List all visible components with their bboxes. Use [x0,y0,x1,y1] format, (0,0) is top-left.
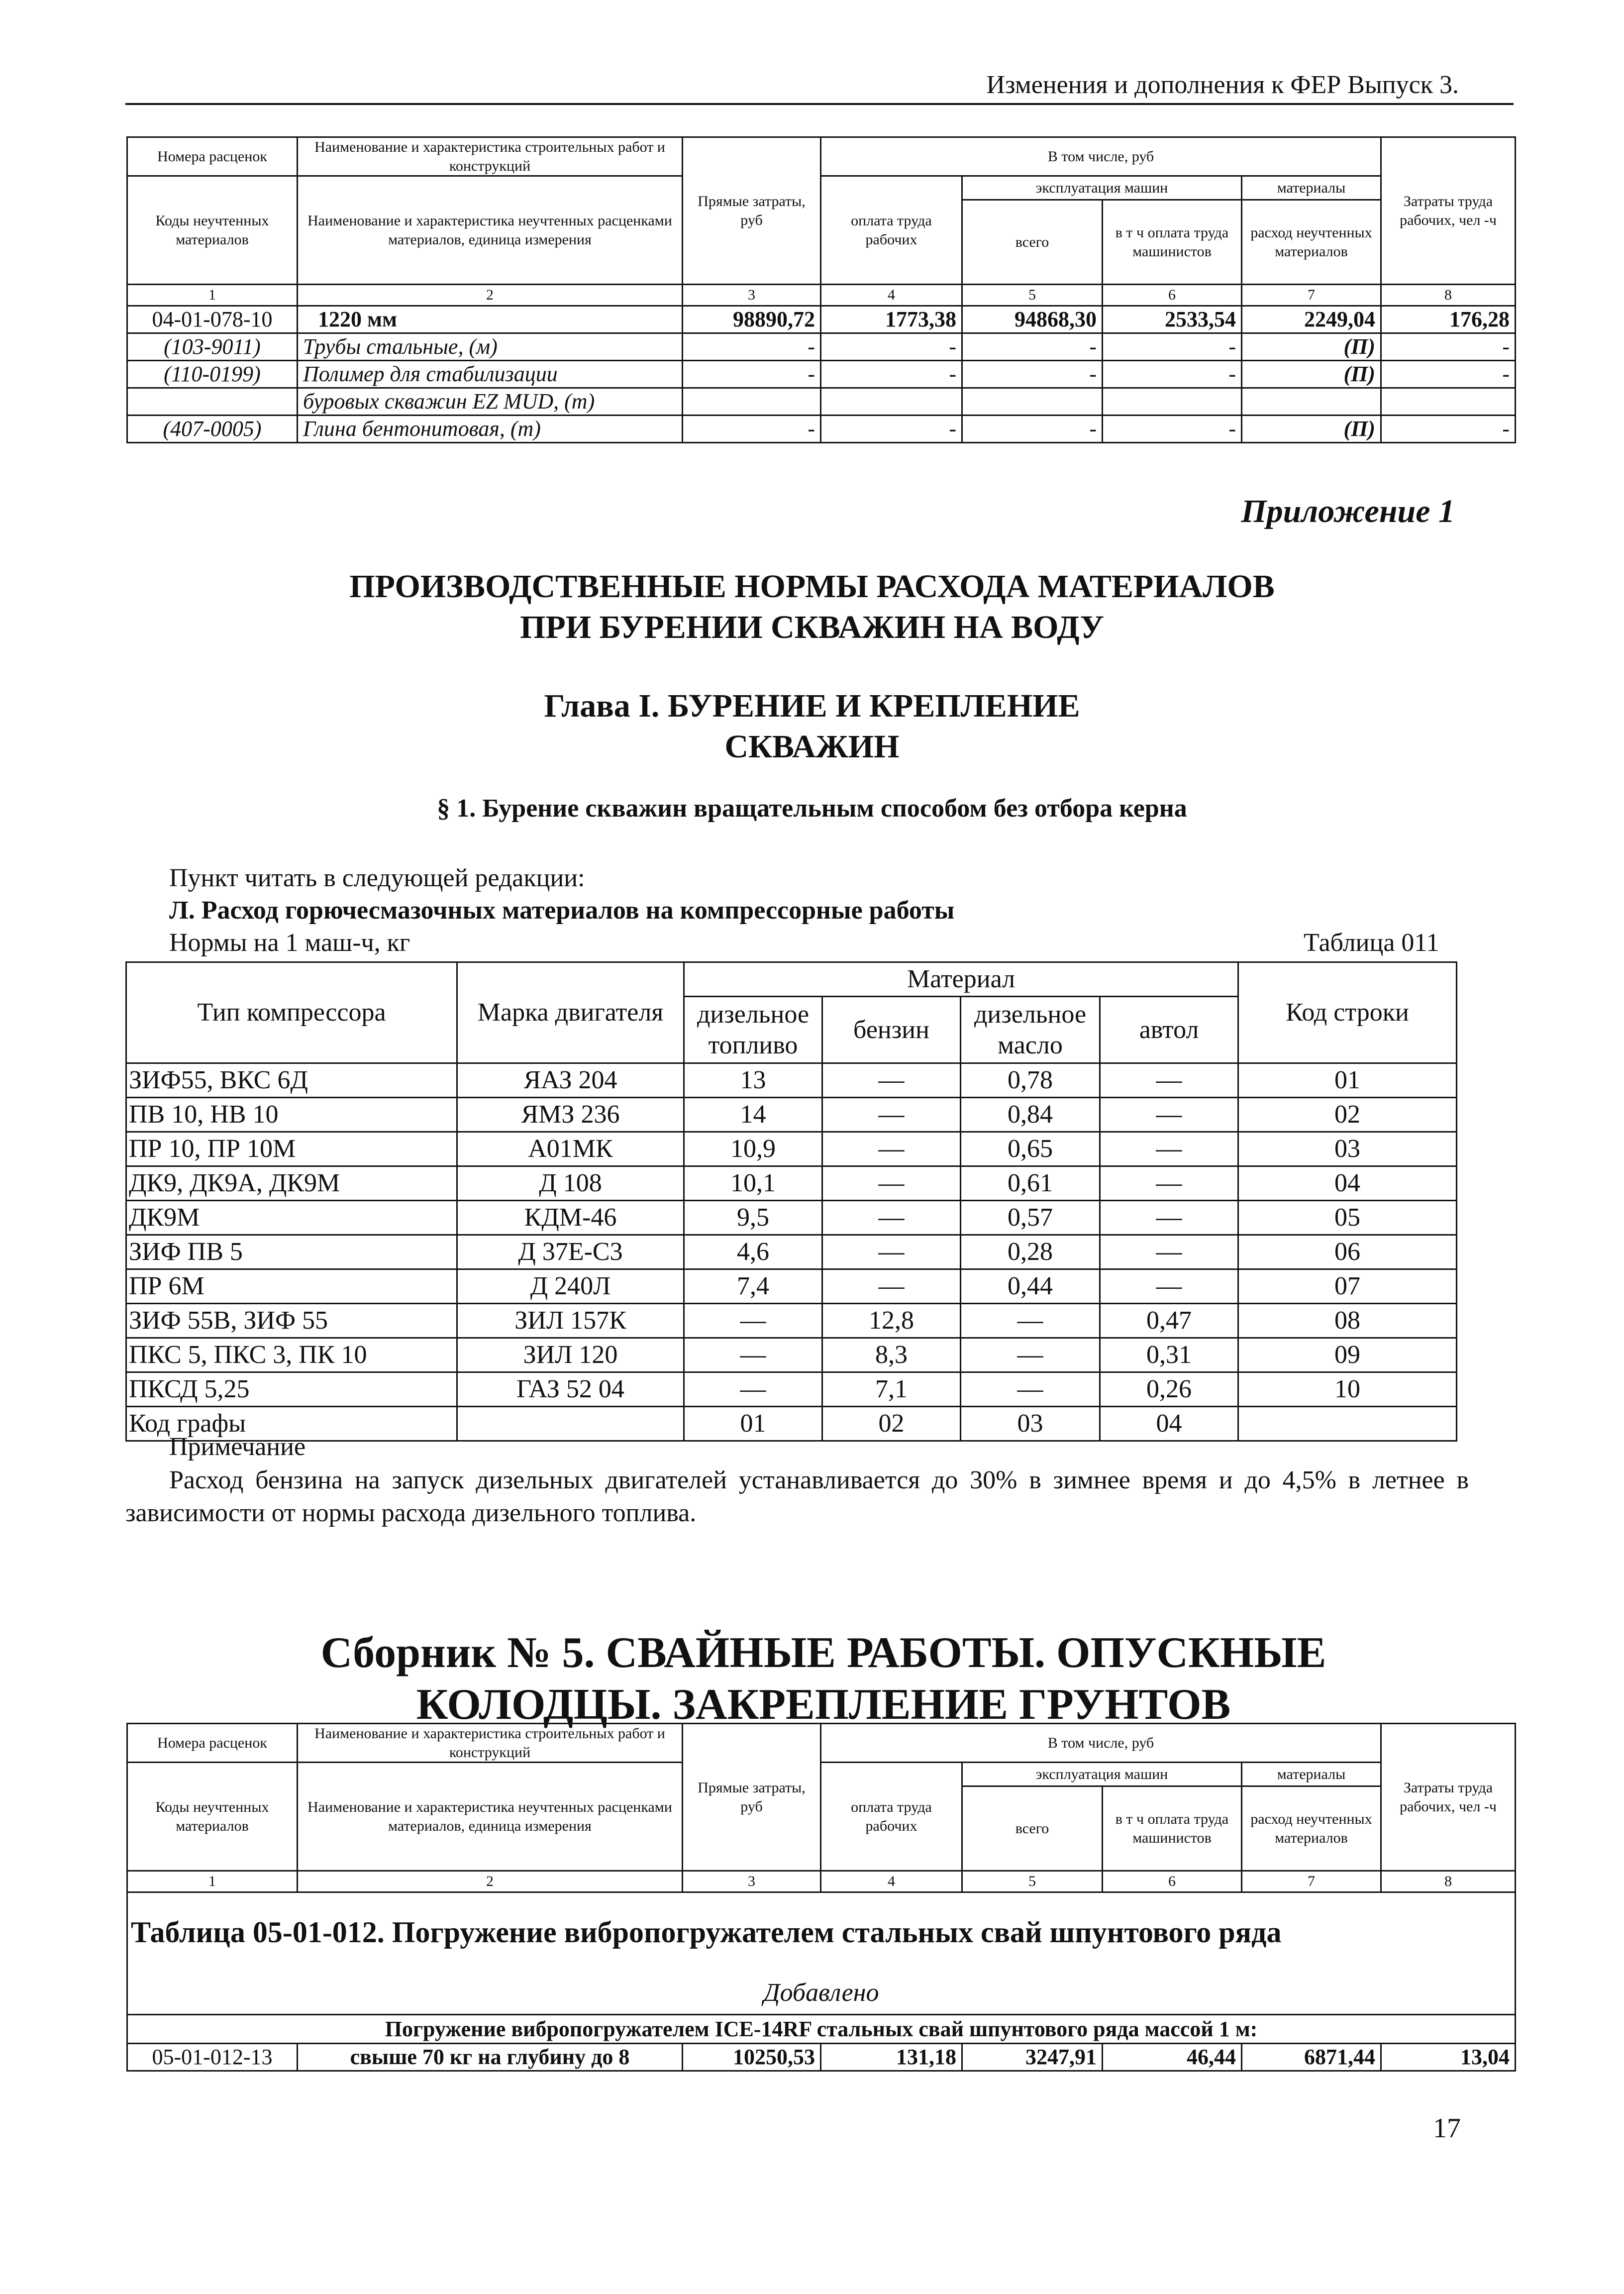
header-petrol: бензин [822,997,961,1063]
row-name: Глина бентонитовая, (т) [298,416,683,443]
running-title: Изменения и дополнения к ФЕР Выпуск 3. [986,71,1459,99]
col-codes-sub: Коды неучтенных материалов [127,1763,298,1871]
table-cell: 0,78 [961,1063,1100,1098]
row-mach-labor: - [1103,361,1242,388]
row-mat: (П) [1242,361,1381,388]
row-code: 05-01-012-13 [127,2044,298,2071]
table-cell: — [684,1338,822,1372]
row-labor: 131,18 [821,2044,962,2071]
table-row [126,1304,1457,1338]
col-number: 8 [1381,285,1516,306]
table-cell: КДМ-46 [457,1201,684,1235]
table-row [127,361,1516,388]
col-name-sub: Наименование и характеристика неучтенных расценками материалов, единица измерения [298,1763,683,1871]
row-direct: 10250,53 [683,2044,821,2071]
col-labor-header: оплата труда рабочих [821,1763,962,1871]
table-cell: 14 [684,1098,822,1132]
chapter-title-text: Глава I. БУРЕНИЕ И КРЕПЛЕНИЕ СКВАЖИН [544,688,1080,765]
row-direct: - [683,361,821,388]
main-title-text: ПРОИЗВОДСТВЕННЫЕ НОРМЫ РАСХОДА МАТЕРИАЛОВ ПРИ БУРЕНИИ СКВАЖИН НА ВОДУ [349,568,1275,645]
norms-unit: Нормы на 1 маш-ч, кг [169,929,410,957]
appendix-label: Приложение 1 [1241,493,1455,529]
note-text: Расход бензина на запуск дизельных двигателей устанавливается до 30% в зимнее время и до 4,5% в летнее в зависимости от нормы расхода дизельного топлива. [125,1466,1469,1527]
row-mach-labor: - [1103,333,1242,361]
table-cell: 9,5 [684,1201,822,1235]
table-number: Таблица 011 [1304,929,1439,957]
table-cell: 01 [684,1407,822,1441]
intro-text: Пункт читать в следующей редакции: [169,864,585,892]
col-name-sub: Наименование и характеристика неучтенных расценками материалов, единица измерения [298,176,683,285]
table-cell: ПР 10, ПР 10М [126,1132,457,1166]
table-cell: ПКС 5, ПКС 3, ПК 10 [126,1338,457,1372]
table-cell: 0,65 [961,1132,1100,1166]
table-cell: 0,44 [961,1269,1100,1304]
col-name-header: Наименование и характеристика строительных работ и конструкций [298,137,683,176]
row-hours: 176,28 [1381,306,1516,333]
col-number: 6 [1103,285,1242,306]
col-number: 4 [821,1871,962,1892]
row-mach-labor [1103,388,1242,416]
row-mach-labor: 2533,54 [1103,306,1242,333]
table-row [126,1132,1457,1166]
row-hours: - [1381,333,1516,361]
col-number: 8 [1381,1871,1516,1892]
col-number: 7 [1242,285,1381,306]
row-labor: - [821,361,962,388]
header-row-code: Код строки [1238,962,1457,1063]
row-labor [821,388,962,416]
page-number: 17 [1433,2113,1461,2144]
row-name: буровых скважин EZ MUD, (т) [298,388,683,416]
table-cell: — [684,1304,822,1338]
table-cell: 0,26 [1100,1372,1238,1407]
table-cell: 4,6 [684,1235,822,1269]
table-cell: 04 [1238,1166,1457,1201]
row-code: 04-01-078-10 [127,306,298,333]
table-cell: — [1100,1201,1238,1235]
row-hours [1381,388,1516,416]
col-codes-sub: Коды неучтенных материалов [127,176,298,285]
row-mach-labor: 46,44 [1103,2044,1242,2071]
table-cell: ДК9, ДК9А, ДК9М [126,1166,457,1201]
row-code: (407-0005) [127,416,298,443]
table-row [126,1372,1457,1407]
table-cell: А01МК [457,1132,684,1166]
table-cell: 07 [1238,1269,1457,1304]
table-row [126,1269,1457,1304]
table-cell: 0,28 [961,1235,1100,1269]
row-direct: 98890,72 [683,306,821,333]
row-direct [683,388,821,416]
col-hours-header: Затраты труда рабочих, чел -ч [1381,1724,1516,1871]
row-mach [962,388,1103,416]
row-mach: 94868,30 [962,306,1103,333]
table-cell: — [822,1269,961,1304]
table-cell: — [822,1063,961,1098]
table-cell: Д 240Л [457,1269,684,1304]
table-cell: ЗИЛ 120 [457,1338,684,1372]
row-mat: (П) [1242,333,1381,361]
row-mat: 2249,04 [1242,306,1381,333]
table-row [127,416,1516,443]
col-mach-labor-header: в т ч оплата труда машинистов [1103,1786,1242,1871]
col-number: 4 [821,285,962,306]
materials-header: материалы [1242,1763,1381,1786]
col-mat-header: расход неучтенных материалов [1242,1786,1381,1871]
table-cell: 06 [1238,1235,1457,1269]
row-mach: - [962,333,1103,361]
col-number: 2 [298,1871,683,1892]
row-mach-labor: - [1103,416,1242,443]
section-l-title: Л. Расход горючесмазочных материалов на компрессорные работы [169,896,955,925]
incl-header: В том числе, руб [821,137,1381,176]
row-name: 1220 мм [298,306,683,333]
header-diesel: дизельное топливо [684,997,822,1063]
col-mach-total-header: всего [962,200,1103,285]
fuel-norms-table [125,961,1457,1442]
table-cell: — [822,1166,961,1201]
table-cell: ЗИЛ 157К [457,1304,684,1338]
row-mat [1242,388,1381,416]
col-hours-header: Затраты труда рабочих, чел -ч [1381,137,1516,285]
table-cell: — [684,1372,822,1407]
table-cell: Д 37Е-С3 [457,1235,684,1269]
table-cell: — [822,1201,961,1235]
table-cell: 0,84 [961,1098,1100,1132]
table-row [126,1407,1457,1441]
estimate-table-1 [126,136,1516,443]
materials-header: материалы [1242,176,1381,200]
table-cell: 03 [961,1407,1100,1441]
table-cell: 8,3 [822,1338,961,1372]
table-cell [457,1407,684,1441]
header-compressor-type: Тип компрессора [126,962,457,1063]
table-row [126,1235,1457,1269]
table-cell: — [822,1132,961,1166]
table-cell: 10 [1238,1372,1457,1407]
table-cell: 0,31 [1100,1338,1238,1372]
table-cell: 10,9 [684,1132,822,1166]
row-labor: - [821,416,962,443]
table-cell: ПР 6М [126,1269,457,1304]
note-title: Примечание [169,1433,306,1461]
row-mach: - [962,361,1103,388]
running-header [125,67,1514,105]
table-cell: 04 [1100,1407,1238,1441]
row-name: Полимер для стабилизации [298,361,683,388]
row-name: Трубы стальные, (м) [298,333,683,361]
table-row [127,2044,1516,2071]
table-cell: ЗИФ 55В, ЗИФ 55 [126,1304,457,1338]
table-cell: 08 [1238,1304,1457,1338]
header-engine: Марка двигателя [457,962,684,1063]
table-cell: ГАЗ 52 04 [457,1372,684,1407]
table-cell: 05 [1238,1201,1457,1235]
table-cell: — [1100,1166,1238,1201]
table-cell: ПВ 10, НВ 10 [126,1098,457,1132]
table-cell: 7,4 [684,1269,822,1304]
row-code [127,388,298,416]
col-mach-total-header: всего [962,1786,1103,1871]
table-cell: — [1100,1269,1238,1304]
chapter-title [0,686,1624,767]
table-cell: 02 [1238,1098,1457,1132]
col-number: 1 [127,1871,298,1892]
col-number: 5 [962,1871,1103,1892]
table-cell: 10,1 [684,1166,822,1201]
row-mach: - [962,416,1103,443]
table-cell [1238,1407,1457,1441]
table-cell: 12,8 [822,1304,961,1338]
table-cell: — [1100,1063,1238,1098]
table-cell: — [1100,1132,1238,1166]
table-row [127,306,1516,333]
estimate-table-2 [126,1723,1516,2072]
table-cell: 7,1 [822,1372,961,1407]
row-direct: - [683,333,821,361]
col-number: 6 [1103,1871,1242,1892]
main-title [0,566,1624,648]
table-cell: ДК9М [126,1201,457,1235]
table-cell: — [822,1098,961,1132]
table-cell: ЗИФ55, ВКС 6Д [126,1063,457,1098]
col-number: 7 [1242,1871,1381,1892]
row-labor: 1773,38 [821,306,962,333]
table-cell: Д 108 [457,1166,684,1201]
table-row [127,333,1516,361]
table-row [126,1201,1457,1235]
added-label: Добавлено [127,1972,1516,2015]
incl-header: В том числе, руб [821,1724,1381,1763]
table-cell: ЯМЗ 236 [457,1098,684,1132]
col-number: 1 [127,285,298,306]
col-codes-header: Номера расценок [127,1724,298,1763]
table-row [127,388,1516,416]
table-cell: ЗИФ ПВ 5 [126,1235,457,1269]
table-cell: 01 [1238,1063,1457,1098]
row-code: (110-0199) [127,361,298,388]
table-cell: 0,61 [961,1166,1100,1201]
table-caption: Таблица 05-01-012. Погружение вибропогружателем стальных свай шпунтового ряда [127,1892,1516,1972]
subheading: Погружение вибропогружателем ICE-14RF стальных свай шпунтового ряда массой 1 м: [127,2015,1516,2044]
section-title: § 1. Бурение скважин вращательным способом без отбора керна [437,794,1187,823]
table-cell: 03 [1238,1132,1457,1166]
table-cell: — [1100,1235,1238,1269]
table-cell: — [822,1235,961,1269]
row-mat: (П) [1242,416,1381,443]
col-codes-header: Номера расценок [127,137,298,176]
row-direct: - [683,416,821,443]
row-code: (103-9011) [127,333,298,361]
header-material: Материал [684,962,1238,997]
col-number: 3 [683,285,821,306]
row-hours: - [1381,416,1516,443]
row-hours: 13,04 [1381,2044,1516,2071]
header-diesel-oil: дизельное масло [961,997,1100,1063]
table-row [126,1338,1457,1372]
col-number: 3 [683,1871,821,1892]
table-row [126,1166,1457,1201]
table-cell: — [961,1304,1100,1338]
machines-header: эксплуатация машин [962,1763,1242,1786]
table-cell: 13 [684,1063,822,1098]
col-mach-labor-header: в т ч оплата труда машинистов [1103,200,1242,285]
row-name: свыше 70 кг на глубину до 8 [298,2044,683,2071]
table-cell: ПКСД 5,25 [126,1372,457,1407]
table-cell: Код графы [126,1407,457,1441]
machines-header: эксплуатация машин [962,176,1242,200]
row-hours: - [1381,361,1516,388]
table-cell: — [961,1372,1100,1407]
table-row [126,1063,1457,1098]
row-mat: 6871,44 [1242,2044,1381,2071]
table-cell: 0,57 [961,1201,1100,1235]
col-number: 5 [962,285,1103,306]
col-direct-header: Прямые затраты, руб [683,1724,821,1871]
table-cell: 09 [1238,1338,1457,1372]
table-cell: 0,47 [1100,1304,1238,1338]
collection-title: Сборник № 5. СВАЙНЫЕ РАБОТЫ. ОПУСКНЫЕ КОЛОДЦЫ. ЗАКРЕПЛЕНИЕ ГРУНТОВ [320,1629,1326,1729]
header-autol: автол [1100,997,1238,1063]
table-cell: — [1100,1098,1238,1132]
row-mach: 3247,91 [962,2044,1103,2071]
table-cell: 02 [822,1407,961,1441]
table-row [126,1098,1457,1132]
col-mat-header: расход неучтенных материалов [1242,200,1381,285]
col-labor-header: оплата труда рабочих [821,176,962,285]
col-number: 2 [298,285,683,306]
col-direct-header: Прямые затраты, руб [683,137,821,285]
table-cell: — [961,1338,1100,1372]
row-labor: - [821,333,962,361]
col-name-header: Наименование и характеристика строительных работ и конструкций [298,1724,683,1763]
table-cell: ЯАЗ 204 [457,1063,684,1098]
